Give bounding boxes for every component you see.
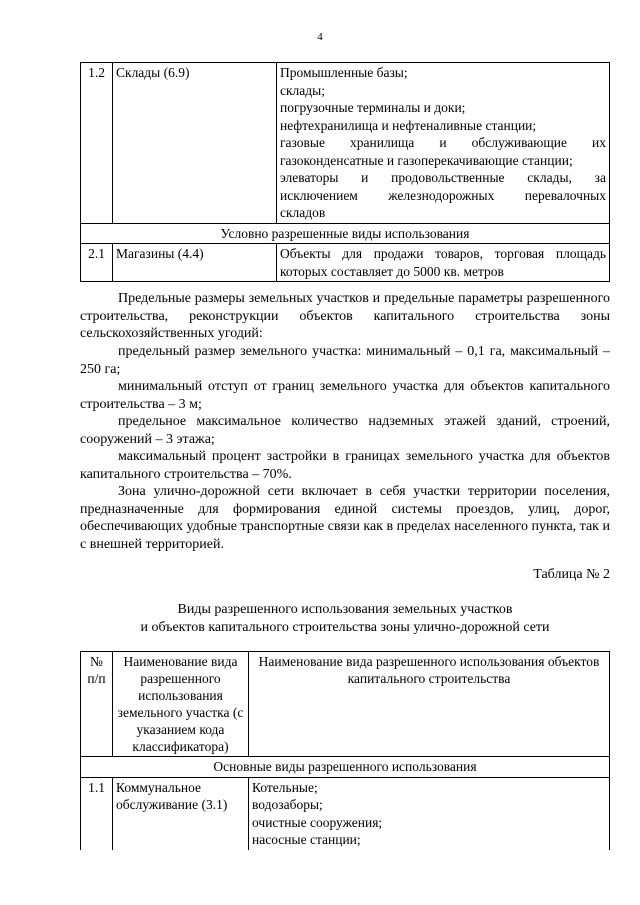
table-title-line: Виды разрешенного использования земельных участков <box>177 602 513 617</box>
section-row <box>81 757 610 778</box>
object-line: газоконденсатные и газоперекачивающие станции; <box>280 152 573 168</box>
table-row <box>81 244 610 282</box>
land-use-type: Магазины (4.4) <box>113 244 277 282</box>
row-number: 1.2 <box>81 63 113 224</box>
object-line: склады; <box>280 82 325 98</box>
table-row <box>81 63 610 224</box>
land-use-type: Склады (6.9) <box>113 63 277 224</box>
table-header-row <box>81 652 610 757</box>
object-line: газовые хранилища и обслуживающие их <box>280 135 606 150</box>
object-line: элеваторы и продовольственные склады, за <box>280 170 606 185</box>
section-heading-main: Основные виды разрешенного использования <box>81 757 610 778</box>
row-number: 1.1 <box>81 777 113 850</box>
paragraph-limits-intro: Предельные размеры земельных участков и предельные параметры разрешенного строительства, реконструкции объектов капитального строительства зоны сельскохозяйственных угодий: <box>80 291 610 342</box>
object-line: исключением железнодорожных перевалочных <box>280 187 606 203</box>
table-row <box>81 777 610 850</box>
paragraph-road-zone: Зона улично-дорожной сети включает в себя участки территории поселения, предназначенные для формирования единой системы проездов, улиц, дорог, обеспечивающих удобные транспортные связи как в пределах населенного пункта, так и с внешней территорией. <box>80 484 610 553</box>
objects-cell <box>249 777 610 850</box>
object-line: складов <box>280 205 326 220</box>
objects-cell <box>277 244 610 282</box>
header-objects: Наименование вида разрешенного использования объектов капитального строительства <box>249 652 610 757</box>
land-use-table-continuation <box>80 62 610 282</box>
paragraph-floors: предельное максимальное количество надземных этажей зданий, строений, сооружений – 3 этажа; <box>80 414 610 447</box>
paragraph-coverage: максимальный процент застройки в границах земельного участка для объектов капитального строительства – 70%. <box>80 449 610 482</box>
object-line: очистные сооружения; <box>252 814 383 830</box>
table-title-line: и объектов капитального строительства зоны улично-дорожной сети <box>140 620 550 635</box>
object-line: Промышленные базы; <box>280 65 408 80</box>
row-number: 2.1 <box>81 244 113 282</box>
paragraph-plot-size: предельный размер земельного участка: минимальный – 0,1 га, максимальный – 250 га; <box>80 344 610 377</box>
section-row <box>81 223 610 244</box>
header-num: № п/п <box>81 652 113 757</box>
object-line: нефтехранилища и нефтеналивные станции; <box>280 117 537 133</box>
objects-cell <box>277 63 610 224</box>
land-use-type: Коммунальное обслуживание (3.1) <box>113 777 249 850</box>
road-network-land-use-table <box>80 651 610 850</box>
object-line: погрузочные терминалы и доки; <box>280 100 466 115</box>
object-line: водозаборы; <box>252 797 323 812</box>
object-line: насосные станции; <box>252 832 361 847</box>
header-land-use: Наименование вида разрешенного использования земельного участка (с указанием кода классификатора) <box>113 652 249 757</box>
table-title <box>80 601 610 637</box>
table-label: Таблица № 2 <box>533 567 610 582</box>
object-line: Котельные; <box>252 779 318 795</box>
paragraph-setback: минимальный отступ от границ земельного участка для объектов капитального строительства – 3 м; <box>80 379 610 412</box>
object-line: Объекты для продажи товаров, торговая площадь <box>280 246 606 261</box>
section-heading-conditional: Условно разрешенные виды использования <box>81 223 610 244</box>
object-line: которых составляет до 5000 кв. метров <box>280 263 504 279</box>
page-number: 4 <box>317 31 323 43</box>
